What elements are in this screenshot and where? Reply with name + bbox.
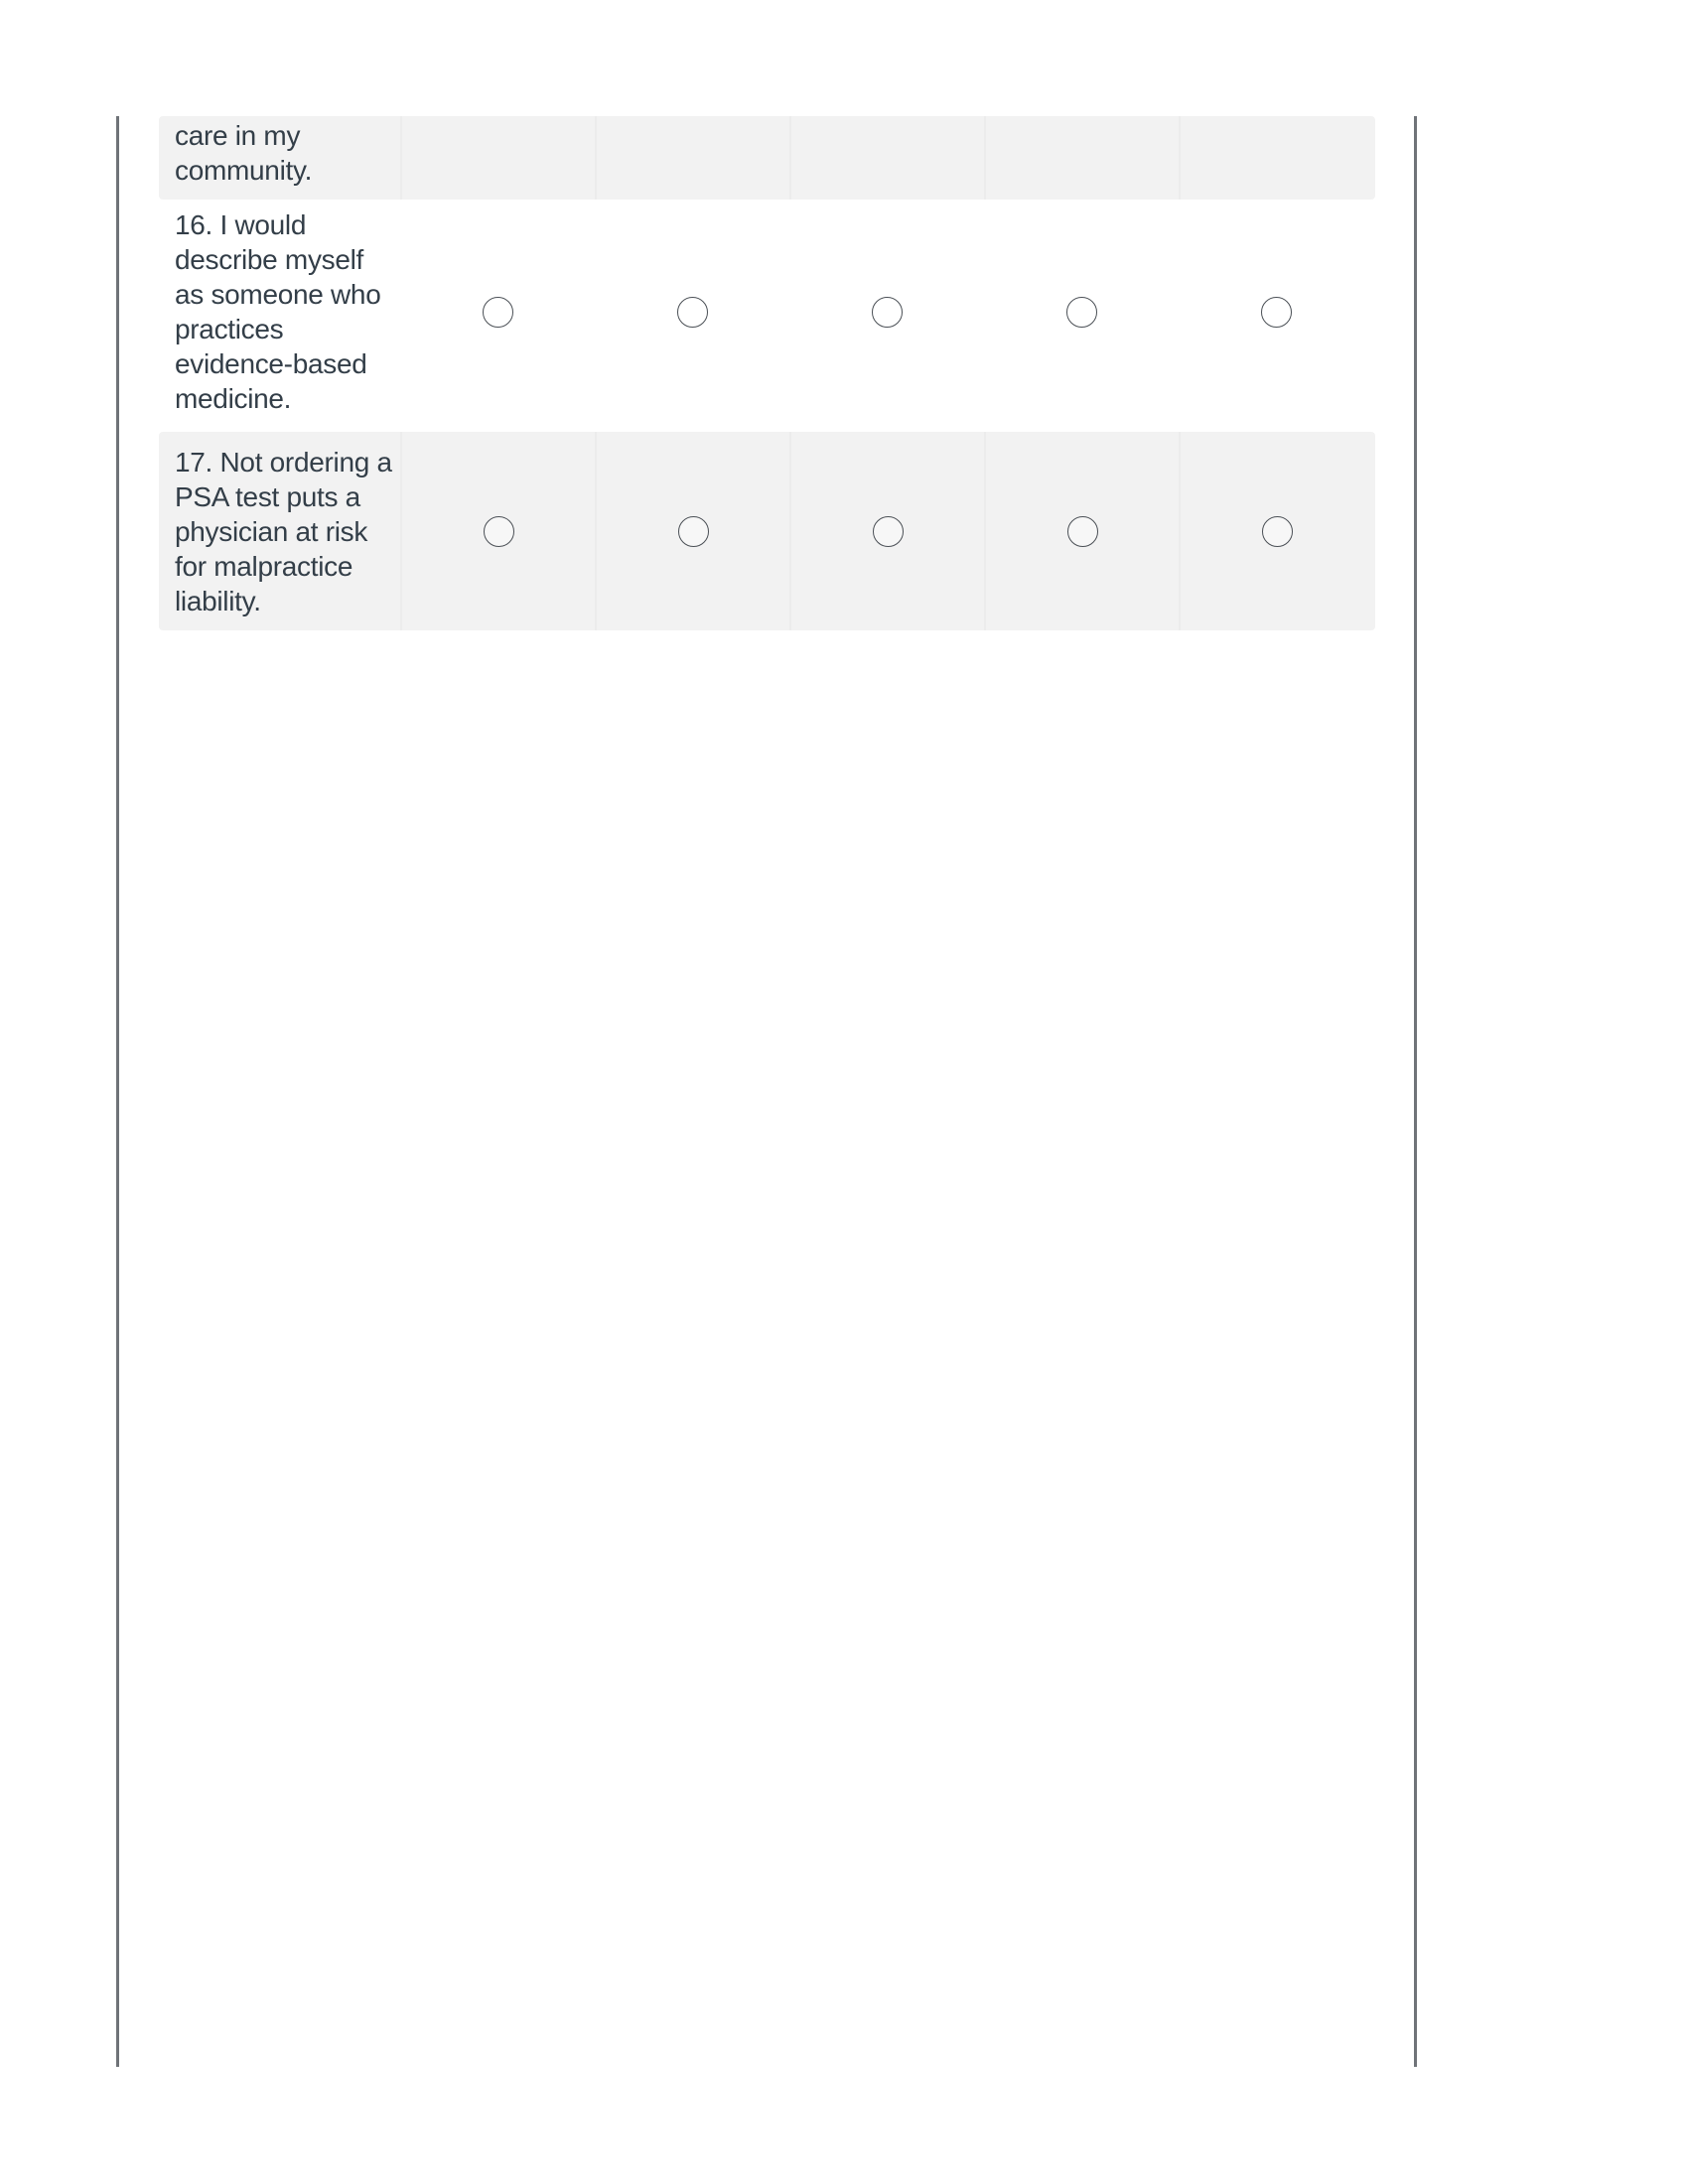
matrix-row-q16 — [159, 200, 1375, 424]
matrix-cell — [984, 116, 1179, 200]
matrix-cell — [789, 200, 984, 424]
statement-line: as someone who — [175, 279, 381, 310]
matrix-row-q15-continued — [159, 116, 1375, 200]
likert-matrix — [159, 116, 1375, 630]
statement-line: describe myself — [175, 244, 364, 275]
matrix-cell — [595, 116, 789, 200]
q17-option-2-radio[interactable] — [678, 516, 709, 547]
statement-line: PSA test puts a — [175, 480, 360, 512]
matrix-cell — [400, 200, 595, 424]
matrix-cell — [400, 116, 595, 200]
q17-option-3-radio[interactable] — [873, 516, 904, 547]
statement-line: for malpractice — [175, 550, 353, 582]
q17-option-5-radio[interactable] — [1262, 516, 1293, 547]
matrix-cell — [789, 432, 984, 630]
statement-line: practices — [175, 314, 284, 344]
statement-line: 16. I would — [175, 209, 307, 240]
q16-option-3-radio[interactable] — [872, 297, 903, 328]
matrix-cell — [1179, 432, 1373, 630]
matrix-cell — [984, 200, 1179, 424]
statement-line: community. — [175, 155, 313, 186]
page-frame-right-border — [1414, 116, 1417, 2067]
statement-line: physician at risk — [175, 515, 368, 547]
matrix-cell — [984, 432, 1179, 630]
statement-q16 — [159, 200, 400, 424]
q17-option-1-radio[interactable] — [484, 516, 514, 547]
matrix-cell — [1179, 116, 1373, 200]
matrix-cell — [595, 200, 789, 424]
matrix-cell — [1179, 200, 1373, 424]
matrix-cell — [789, 116, 984, 200]
statement-q15 — [159, 116, 400, 200]
statement-q17 — [159, 432, 400, 630]
statement-line: evidence-based — [175, 348, 367, 379]
matrix-cell — [400, 432, 595, 630]
q16-option-4-radio[interactable] — [1066, 297, 1097, 328]
q16-option-1-radio[interactable] — [483, 297, 513, 328]
q16-option-5-radio[interactable] — [1261, 297, 1292, 328]
q16-option-2-radio[interactable] — [677, 297, 708, 328]
statement-line: 17. Not ordering a — [175, 446, 392, 478]
statement-line: care in my — [175, 120, 301, 151]
statement-line: liability. — [175, 585, 261, 616]
matrix-cell — [595, 432, 789, 630]
q17-option-4-radio[interactable] — [1067, 516, 1098, 547]
statement-line: medicine. — [175, 383, 292, 414]
matrix-row-q17 — [159, 432, 1375, 630]
page-frame-left-border — [116, 116, 119, 2067]
